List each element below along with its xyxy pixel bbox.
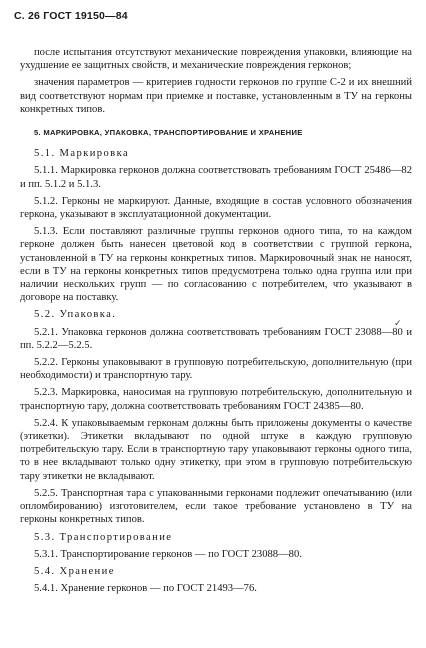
paragraph-5-2-2: 5.2.2. Герконы упаковывают в групповую потребительскую, дополнительную (при необходимости) и транспортную тару. [20,357,412,382]
paragraph-5-2-5: 5.2.5. Транспортная тара с упакованными герконами подлежит опечатыванию (или опломбированию) изготовителем, если такое требование установлено в ТУ на герконы конкретных типов. [20,487,412,526]
subsection-heading-5-2: 5.2. Упаковка. [34,309,117,321]
paragraph-5-2-4: 5.2.4. К упаковываемым герконам должны быть приложены документы о качестве (этикетки). Этикетки вкладывают по одной штуке в каждую групповую потребительскую тару. Если в транспортную тару упаковывают герконы одного типа, то в нее вкладывают только одну этикетку, при этом в групповую потребительскую тару этикетки не вкладывают. [20,417,412,482]
subsection-heading-5-3: 5.3. Транспортирование [34,531,173,543]
paragraph-5-3-1: 5.3.1. Транспортирование герконов — по ГОСТ 23088—80. [34,548,302,560]
paragraph-5-2-1: 5.2.1. Упаковка герконов должна соответствовать требованиям ГОСТ 23088—80 и пп. 5.2.2—5.2.5. [20,326,412,351]
paragraph-intro-1: после испытания отсутствуют механические повреждения упаковки, влияющие на ухудшение ее защитных свойств, и механические повреждения герконов; [20,47,412,72]
subsection-heading-5-1: 5.1. Маркировка [34,148,130,160]
margin-check-mark: ✓ [394,318,402,328]
page-header: С. 26 ГОСТ 19150—84 [14,10,128,22]
paragraph-5-1-3: 5.1.3. Если поставляют различные группы герконов одного типа, то на каждом герконе должен быть нанесен цветовой код в соответствии с группой геркона, установленной в ТУ на герконы конкретных типов. Маркировочный знак не наносят, если в ТУ на герконы конкретных типов предусмотрена только одна группа или при наличии нескольких групп — по согласованию с потребителем, что указывают в договоре на поставку. [20,226,412,304]
section-title: 5. МАРКИРОВКА, УПАКОВКА, ТРАНСПОРТИРОВАНИЕ И ХРАНЕНИЕ [34,128,303,138]
paragraph-5-2-3: 5.2.3. Маркировка, наносимая на групповую потребительскую, дополнительную и транспортную тару, должна соответствовать требованиям ГОСТ 24385—80. [20,387,412,412]
paragraph-5-4-1: 5.4.1. Хранение герконов — по ГОСТ 21493—76. [34,583,257,595]
paragraph-5-1-1: 5.1.1. Маркировка герконов должна соответствовать требованиям ГОСТ 25486—82 и пп. 5.1.2 и 5.1.3. [20,165,412,190]
paragraph-5-1-2: 5.1.2. Герконы не маркируют. Данные, входящие в состав условного обозначения геркона, указывают в эксплуатационной документации. [20,195,412,221]
document-body [20,46,412,599]
paragraph-intro-2: значения параметров — критериев годности герконов по группе С-2 и их внешний вид соответствуют нормам при приемке и поставке, установленным в ТУ на герконы конкретных типов. [20,77,412,115]
subsection-heading-5-4: 5.4. Хранение [34,565,115,577]
